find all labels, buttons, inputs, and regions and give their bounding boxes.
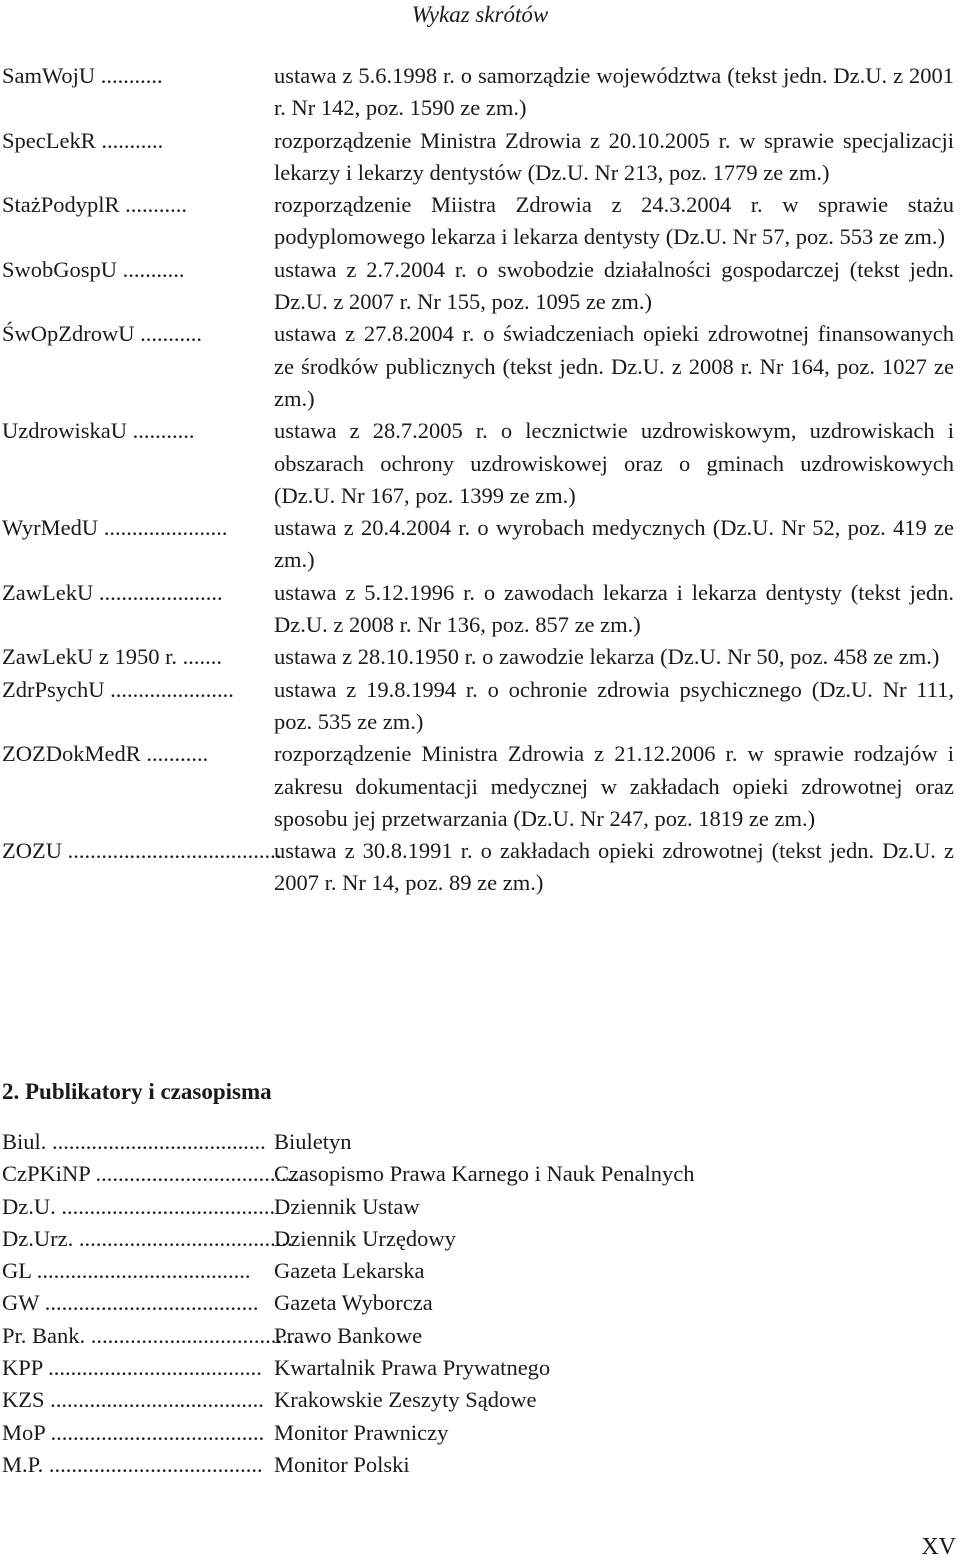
abbreviation-definition: rozporządzenie Ministra Zdrowia z 21.12.2006 r. w sprawie rodzajów i zakresu dokumentacji medycznej w zakładach opieki zdrowotnej oraz sposobu jej przetwarzania (Dz.U. Nr 247, poz. 1819 ze zm.)	[274, 741, 954, 831]
publication-name: Monitor Polski	[274, 1451, 410, 1477]
publication-name: Prawo Bankowe	[274, 1322, 423, 1348]
publication-entry	[2, 1191, 958, 1223]
publications-list	[2, 1126, 958, 1481]
abbreviation-entry	[2, 189, 958, 254]
abbreviation-definition: ustawa z 28.7.2005 r. o lecznictwie uzdrowiskowym, uzdrowiskach i obszarach ochrony uzdrowiskowej oraz o gminach uzdrowiskowych (Dz.U. Nr 167, poz. 1399 ze zm.)	[274, 418, 954, 508]
publication-abbreviation: MoP ......................................	[2, 1419, 265, 1445]
abbreviation-term: StażPodyplR ...........	[2, 192, 188, 218]
abbreviation-term: ZdrPsychU ......................	[2, 676, 234, 702]
publication-entry	[2, 1352, 958, 1384]
abbreviation-term: ZawLekU z 1950 r. .......	[2, 644, 222, 670]
publication-name: Kwartalnik Prawa Prywatnego	[274, 1355, 551, 1381]
publication-abbreviation: Biul. ......................................	[2, 1129, 266, 1154]
section-heading: 2. Publikatory i czasopisma	[2, 1079, 272, 1104]
abbreviation-entry	[2, 125, 958, 190]
abbreviation-definition: rozporządzenie Ministra Zdrowia z 20.10.2005 r. w sprawie specjalizacji lekarzy i lekarzy dentystów (Dz.U. Nr 213, poz. 1779 ze zm.)	[274, 127, 954, 185]
publication-name: Gazeta Lekarska	[274, 1258, 425, 1284]
publication-abbreviation: KPP ......................................	[2, 1355, 262, 1381]
publication-name: Czasopismo Prawa Karnego i Nauk Penalnych	[274, 1161, 695, 1187]
abbreviation-term: SamWojU ...........	[2, 63, 163, 88]
abbreviation-definition: ustawa z 19.8.1994 r. o ochronie zdrowia psychicznego (Dz.U. Nr 111, poz. 535 ze zm.)	[274, 676, 954, 734]
publication-abbreviation: Dz.U. ......................................	[2, 1193, 276, 1219]
abbreviation-definition: ustawa z 5.6.1998 r. o samorządzie województwa (tekst jedn. Dz.U. z 2001 r. Nr 142, poz. 1590 ze zm.)	[274, 63, 954, 121]
abbreviation-definition: ustawa z 30.8.1991 r. o zakładach opieki zdrowotnej (tekst jedn. Dz.U. z 2007 r. Nr 14, poz. 89 ze zm.)	[274, 838, 954, 896]
abbreviation-term: ZOZDokMedR ...........	[2, 741, 209, 767]
abbreviation-entry	[2, 674, 958, 739]
publication-entry	[2, 1255, 958, 1287]
publication-entry	[2, 1287, 958, 1319]
publication-name: Dziennik Ustaw	[274, 1193, 420, 1219]
abbreviation-term: ŚwOpZdrowU ...........	[2, 321, 202, 347]
publication-abbreviation: CzPKiNP ......................................	[2, 1161, 310, 1187]
publication-entry	[2, 1449, 958, 1481]
abbreviation-term: UzdrowiskaU ...........	[2, 418, 195, 444]
publication-entry	[2, 1158, 958, 1190]
page-number: XV	[921, 1534, 956, 1560]
publication-entry	[2, 1223, 958, 1255]
abbreviation-entry	[2, 60, 958, 125]
publication-name: Dziennik Urzędowy	[274, 1225, 456, 1251]
abbreviation-definition: ustawa z 20.4.2004 r. o wyrobach medycznych (Dz.U. Nr 52, poz. 419 ze zm.)	[274, 515, 954, 573]
publication-entry	[2, 1320, 958, 1352]
abbreviation-term: SwobGospU ...........	[2, 256, 185, 282]
abbreviation-term: ZOZU ......................................	[2, 838, 282, 864]
publication-entry	[2, 1384, 958, 1416]
abbreviation-definition: ustawa z 28.10.1950 r. o zawodzie lekarza (Dz.U. Nr 50, poz. 458 ze zm.)	[274, 644, 940, 670]
abbreviation-term: ZawLekU ......................	[2, 579, 223, 605]
abbreviation-list	[2, 60, 958, 900]
publication-abbreviation: KZS ......................................	[2, 1387, 264, 1413]
publication-name: Monitor Prawniczy	[274, 1419, 449, 1445]
publication-abbreviation: Pr. Bank. ......................................	[2, 1322, 305, 1348]
publication-name: Biuletyn	[274, 1129, 352, 1154]
abbreviation-term: WyrMedU ......................	[2, 515, 228, 541]
publication-entry	[2, 1417, 958, 1449]
abbreviation-entry	[2, 415, 958, 512]
abbreviation-definition: ustawa z 5.12.1996 r. o zawodach lekarza i lekarza dentysty (tekst jedn. Dz.U. z 2008 r. Nr 136, poz. 857 ze zm.)	[274, 579, 954, 638]
abbreviation-definition: ustawa z 2.7.2004 r. o swobodzie działalności gospodarczej (tekst jedn. Dz.U. z 2007 r. Nr 155, poz. 1095 ze zm.)	[274, 256, 954, 315]
abbreviation-entry	[2, 318, 958, 415]
abbreviation-term: SpecLekR ...........	[2, 127, 164, 153]
abbreviation-entry	[2, 835, 958, 900]
publication-abbreviation: GW ......................................	[2, 1290, 259, 1316]
publication-abbreviation: M.P. ......................................	[2, 1451, 263, 1477]
abbreviation-entry	[2, 738, 958, 835]
abbreviation-definition: rozporządzenie Miistra Zdrowia z 24.3.2004 r. w sprawie stażu podyplomowego lekarza i lekarza dentysty (Dz.U. Nr 57, poz. 553 ze zm.)	[274, 192, 954, 250]
publication-entry	[2, 1126, 958, 1158]
publication-name: Krakowskie Zeszyty Sądowe	[274, 1387, 537, 1413]
abbreviation-definition: ustawa z 27.8.2004 r. o świadczeniach opieki zdrowotnej finansowanych ze środków publicznych (tekst jedn. Dz.U. z 2008 r. Nr 164, poz. 1027 ze zm.)	[274, 321, 954, 411]
abbreviation-entry	[2, 641, 958, 673]
abbreviation-entry	[2, 512, 958, 577]
abbreviation-entry	[2, 254, 958, 319]
publication-name: Gazeta Wyborcza	[274, 1290, 433, 1316]
publication-abbreviation: GL ......................................	[2, 1258, 251, 1284]
running-head: Wykaz skrótów	[411, 2, 549, 27]
publication-abbreviation: Dz.Urz. ......................................	[2, 1225, 293, 1251]
abbreviation-entry	[2, 577, 958, 642]
